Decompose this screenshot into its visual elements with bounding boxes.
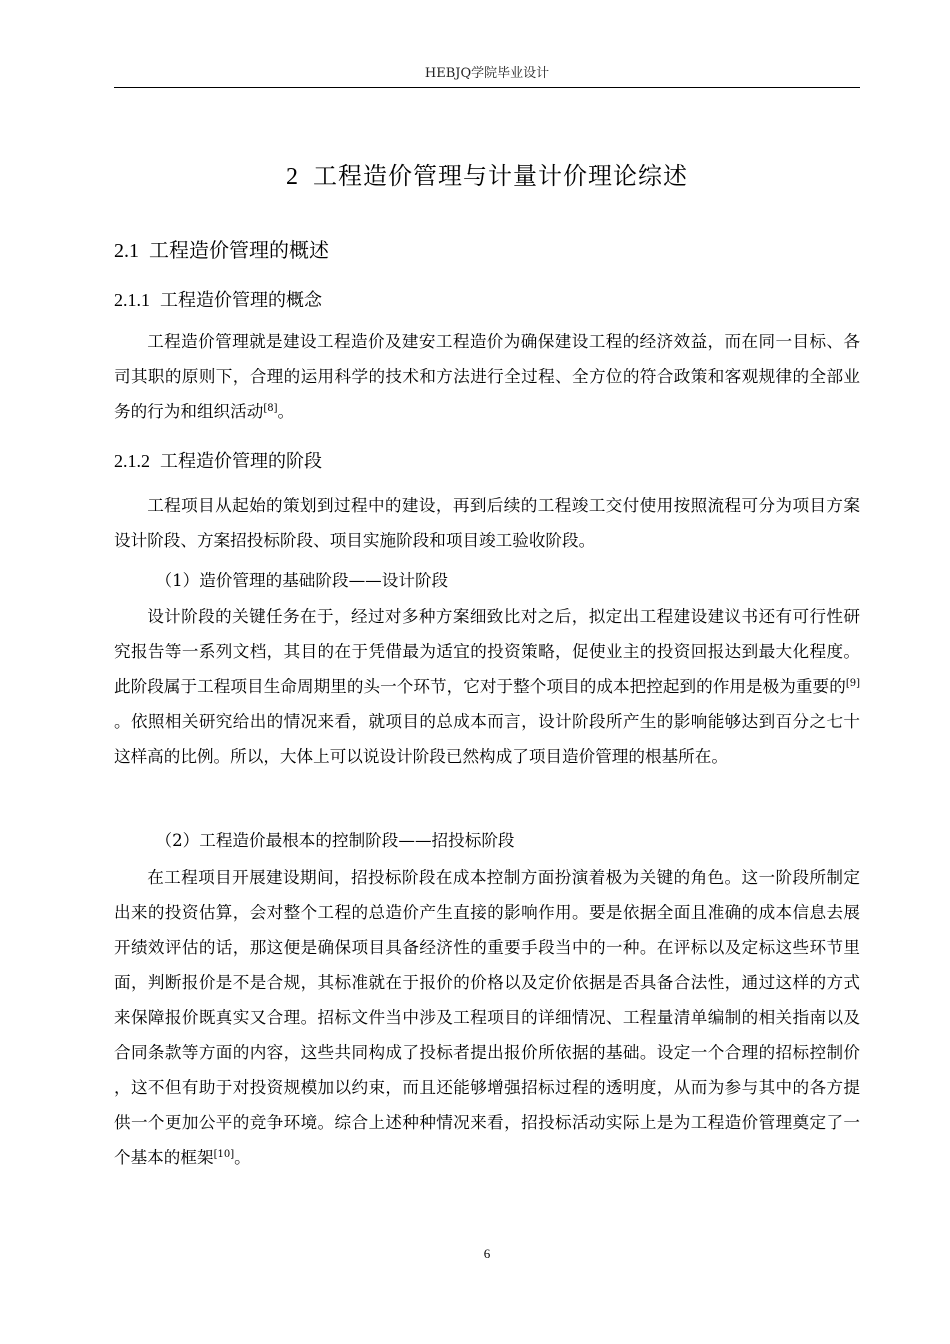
citation: [10] <box>213 1149 235 1160</box>
paragraph-text: 工程造价管理就是建设工程造价及建安工程造价为确保建设工程的经济效益，而在同一目标、各司其职的原则下，合理的运用科学的技术和方法进行全过程、全方位的符合政策和客观规律的全部业务的行为和组织活动 <box>114 332 860 421</box>
paragraph-stages-intro: 工程项目从起始的策划到过程中的建设，再到后续的工程竣工交付使用按照流程可分为项目方案设计阶段、方案招投标阶段、项目实施阶段和项目竣工验收阶段。 <box>114 496 860 550</box>
subsection-number: 2.1.2 <box>114 451 150 471</box>
section-number: 2.1 <box>114 240 139 262</box>
running-header: HEBJQ学院毕业设计 <box>424 66 550 81</box>
page-number: 6 <box>483 1246 491 1261</box>
paragraph-concept <box>114 324 860 429</box>
paragraph-design-stage <box>114 599 860 774</box>
paragraph-text: 在工程项目开展建设期间，招投标阶段在成本控制方面扮演着极为关键的角色。这一阶段所制定出来的投资估算，会对整个工程的总造价产生直接的影响作用。要是依据全面且准确的成本信息去展开绩效评估的话，那这便是确保项目具备经济性的重要手段当中的一种。在评标以及定标这些环节里面，判断报价是不是合规，其标准就在于报价的价格以及定价依据是否具备合法性，通过这样的方式来保障报价既真实又合理。招标文件当中涉及工程项目的详细情况、工程量清单编制的相关指南以及合同条款等方面的内容，这些共同构成了投标者提出报价所依据的基础。设定一个合理的招标控制价，这不但有助于对投资规模加以约束，而且还能够增强招标过程的透明度，从而为参与其中的各方提供一个更加公平的竞争环境。综合上述种种情况来看，招投标活动实际上是为工程造价管理奠定了一个基本的框架 <box>114 868 860 1167</box>
subsection-title: 工程造价管理的概念 <box>160 290 322 311</box>
section-heading-2-1-2 <box>114 446 860 477</box>
section-heading-2-1 <box>114 234 860 267</box>
chapter-title <box>114 158 860 195</box>
stage-heading-bidding: （2）工程造价最根本的控制阶段——招投标阶段 <box>155 831 515 850</box>
section-title: 工程造价管理的概述 <box>149 238 329 262</box>
chapter-number: 2 <box>286 164 299 190</box>
section-heading-2-1-1 <box>114 285 860 316</box>
stage-heading-design: （1）造价管理的基础阶段——设计阶段 <box>155 571 449 590</box>
subsection-number: 2.1.1 <box>114 290 150 310</box>
paragraph-bidding-stage <box>114 860 860 1175</box>
paragraph-text: 设计阶段的关键任务在于，经过对多种方案细致比对之后，拟定出工程建设建议书还有可行性研究报告等一系列文档，其目的在于凭借最为适宜的投资策略，促使业主的投资回报达到最大化程度。此阶段属于工程项目生命周期里的头一个环节，它对于整个项目的成本把控起到的作用是极为重要的 <box>114 607 860 696</box>
paragraph-tail: 。 <box>277 402 295 421</box>
header-rule <box>114 87 860 88</box>
paragraph-text-continued: 。依照相关研究给出的情况来看，就项目的总成本而言，设计阶段所产生的影响能够达到百分之七十这样高的比例。所以，大体上可以说设计阶段已然构成了项目造价管理的根基所在。 <box>114 712 860 766</box>
chapter-title-text: 工程造价管理与计量计价理论综述 <box>313 162 688 190</box>
citation: [9] <box>845 678 860 689</box>
citation: [8] <box>263 403 278 414</box>
paragraph-tail: 。 <box>234 1148 251 1167</box>
subsection-title: 工程造价管理的阶段 <box>160 451 322 472</box>
